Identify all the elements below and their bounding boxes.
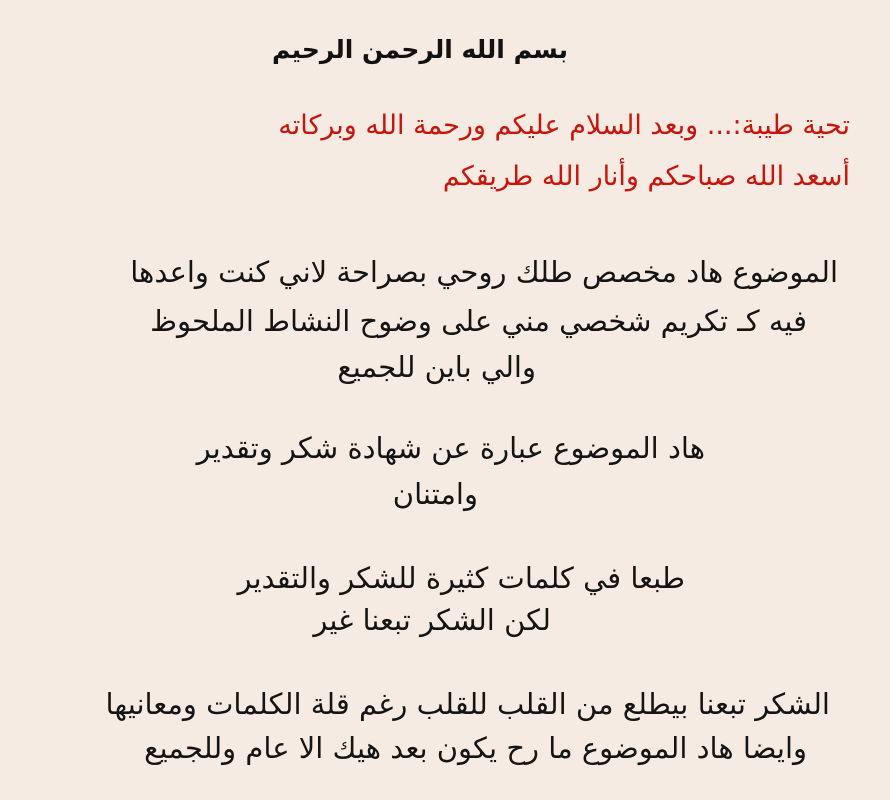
paragraph-line: والي باين للجميع bbox=[337, 350, 536, 384]
greeting-line: تحية طيبة:... وبعد السلام عليكم ورحمة الله وبركاته bbox=[278, 110, 850, 141]
paragraph-line: وامتنان bbox=[392, 477, 478, 511]
paragraph-line: وايضا هاد الموضوع ما رح يكون بعد هيك الا عام وللجميع bbox=[144, 731, 807, 765]
paragraph-line: الموضوع هاد مخصص طلك روحي بصراحة لاني كنت واعدها bbox=[130, 255, 838, 289]
paragraph-line: لكن الشكر تبعنا غير bbox=[313, 603, 551, 637]
paragraph-line: الشكر تبعنا بيطلع من القلب للقلب رغم قلة الكلمات ومعانيها bbox=[105, 687, 830, 721]
greeting-line: أسعد الله صباحكم وأنار الله طريقكم bbox=[442, 161, 850, 192]
paragraph-line: طبعا في كلمات كثيرة للشكر والتقدير bbox=[237, 561, 685, 595]
paragraph-line: هاد الموضوع عبارة عن شهادة شكر وتقدير bbox=[196, 431, 705, 465]
paragraph-line: فيه كـ تكريم شخصي مني على وضوح النشاط الملحوظ bbox=[150, 304, 807, 338]
basmala-heading: بسم الله الرحمن الرحيم bbox=[272, 35, 568, 64]
